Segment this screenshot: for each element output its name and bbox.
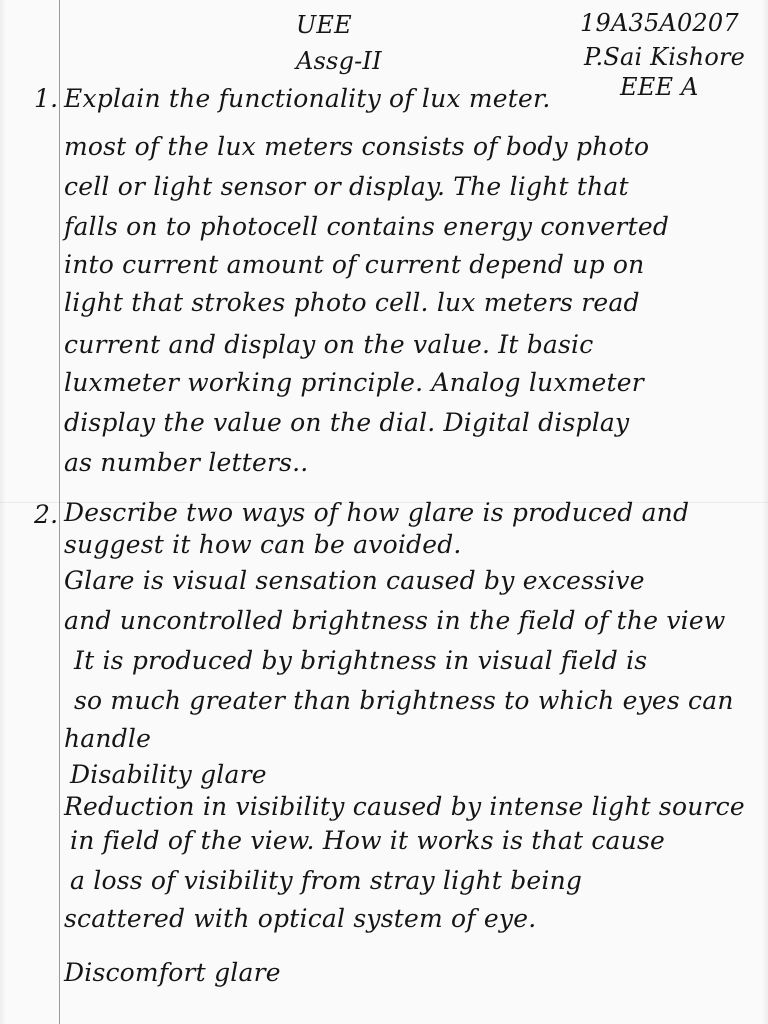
q2-line: in field of the view. How it works is that cause	[70, 826, 665, 855]
margin-rule	[59, 0, 60, 1024]
assignment-label: Assg-II	[296, 47, 382, 75]
question-2-number: 2.	[34, 500, 59, 529]
q1-line: cell or light sensor or display. The light that	[64, 172, 629, 201]
q1-line: current and display on the value. It basic	[64, 330, 594, 359]
q1-line: as number letters..	[64, 448, 309, 477]
q2-line: a loss of visibility from stray light being	[70, 866, 583, 895]
q1-line: falls on to photocell contains energy converted	[64, 212, 670, 241]
q2-subheading: Disability glare	[70, 760, 267, 789]
q2-line: and uncontrolled brightness in the field of the view	[64, 606, 726, 635]
q2-line: Reduction in visibility caused by intense light source	[64, 792, 745, 821]
q1-line: into current amount of current depend up on	[64, 250, 645, 279]
q1-line: most of the lux meters consists of body photo	[64, 132, 650, 161]
q2-subheading: Discomfort glare	[64, 958, 281, 987]
q2-line: It is produced by brightness in visual field is	[74, 646, 648, 675]
student-name: P.Sai Kishore	[584, 43, 746, 71]
section-label: EEE A	[620, 73, 699, 101]
q1-line: luxmeter working principle. Analog luxmeter	[64, 368, 644, 397]
q2-line: suggest it how can be avoided.	[64, 530, 462, 559]
q2-line: handle	[64, 724, 152, 753]
q1-line: light that strokes photo cell. lux meters read	[64, 288, 640, 317]
q2-line: scattered with optical system of eye.	[64, 904, 537, 933]
subject-title: UEE	[296, 11, 352, 39]
q2-line: so much greater than brightness to which eyes can	[74, 686, 734, 715]
q1-line: Explain the functionality of lux meter.	[64, 84, 551, 113]
q2-line: Describe two ways of how glare is produced and	[64, 498, 690, 527]
roll-number: 19A35A0207	[580, 9, 739, 37]
q2-line: Glare is visual sensation caused by excessive	[64, 566, 645, 595]
q1-line: display the value on the dial. Digital display	[64, 408, 630, 437]
question-1-number: 1.	[34, 84, 59, 113]
